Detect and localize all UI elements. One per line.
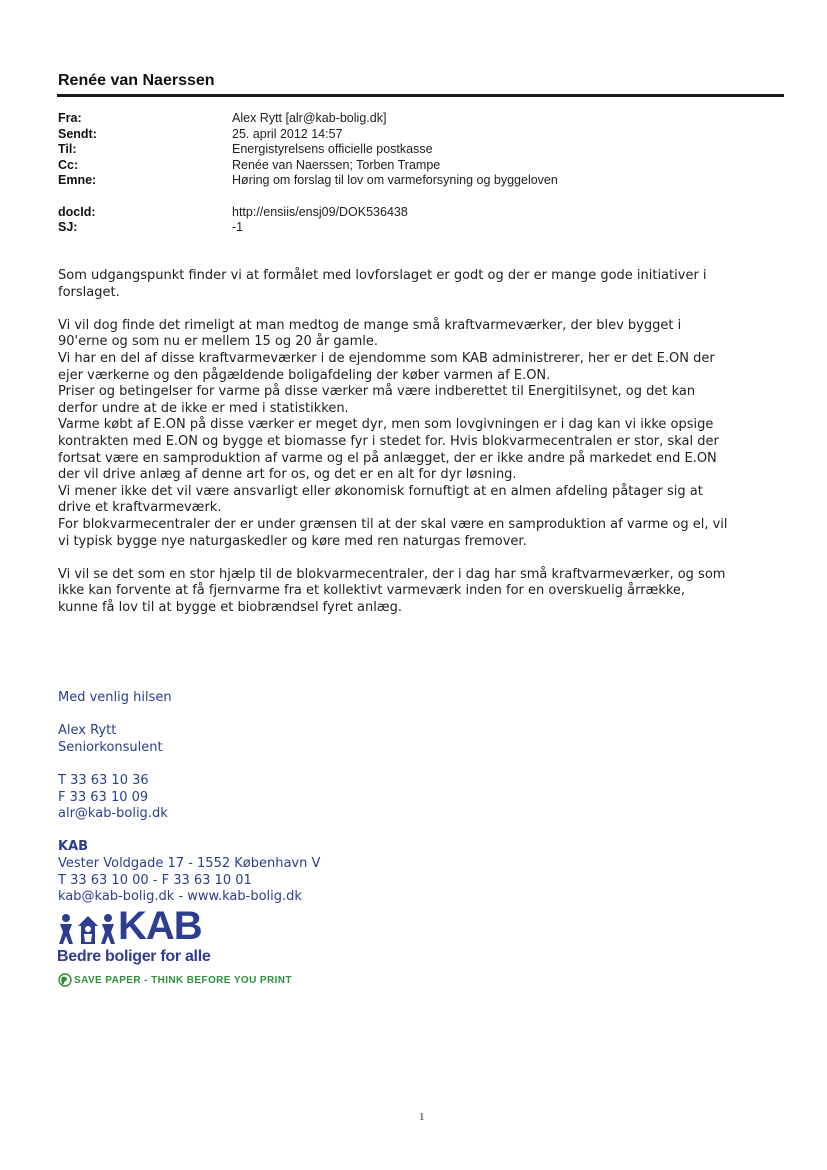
meta-row-sj xyxy=(58,220,558,236)
body-line: fortsat være en samproduktion af varme og el på anlægget, der er ikke andre på markedet end E.ON xyxy=(58,450,717,466)
body-line: 90'erne og som nu er mellem 15 og 20 år gamle. xyxy=(58,334,378,350)
signature-phone: T 33 63 10 36 xyxy=(58,772,149,788)
body-line: Vi vil dog finde det rimeligt at man medtog de mange små kraftvarmeværker, der blev bygget i xyxy=(58,317,682,333)
header-value-sent: 25. april 2012 14:57 xyxy=(232,126,343,141)
signature-greeting: Med venlig hilsen xyxy=(58,690,172,705)
signature-org-contact-links[interactable]: kab@kab-bolig.dk - www.kab-bolig.dk xyxy=(58,889,302,905)
body-line: ejer værkerne og den pågældende boligafdeling der køber varmen af E.ON. xyxy=(58,367,551,383)
body-line: kunne få lov til at bygge et biobrændsel fyret anlæg. xyxy=(58,599,402,615)
save-paper-notice xyxy=(58,973,292,987)
body-line: vi typisk bygge nye naturgaskedler og køre med ren naturgas fremover. xyxy=(58,533,527,549)
header-value-subject: Høring om forslag til lov om varmeforsyning og byggeloven xyxy=(232,173,558,187)
header-row-subject xyxy=(58,173,558,189)
logo-tagline: Bedre boliger for alle xyxy=(57,948,211,965)
signature-fax: F 33 63 10 09 xyxy=(58,789,149,805)
body-paragraph-3 xyxy=(58,567,788,617)
kab-logo xyxy=(56,904,226,970)
email-body xyxy=(58,268,788,633)
page-number: 1 xyxy=(419,1111,425,1123)
body-line: Vi vil se det som en stor hjælp til de blokvarmecentraler, der i dag har små kraftvarmeværker, og som xyxy=(58,566,726,582)
meta-row-docid xyxy=(58,205,558,221)
body-line: Som udgangspunkt finder vi at formålet med lovforslaget er godt og der er mange gode initiativer i xyxy=(58,268,707,283)
header-row-sent xyxy=(58,127,558,143)
header-label: Cc: xyxy=(58,157,79,172)
logo-wordmark: KAB xyxy=(118,904,202,948)
signature-org-phone-fax: T 33 63 10 00 - F 33 63 10 01 xyxy=(58,872,252,888)
header-value-cc: Renée van Naerssen; Torben Trampe xyxy=(232,157,441,172)
header-row-from xyxy=(58,111,558,127)
header-label: Emne: xyxy=(58,173,97,187)
body-line: Vi mener ikke det vil være ansvarligt eller økonomisk fornuftigt at en almen afdeling påtager sig at xyxy=(58,483,703,499)
signature-name: Alex Rytt xyxy=(58,723,117,739)
email-headers xyxy=(58,111,558,236)
body-line: der vil drive anlæg af denne art for os, og det er en alt for dyr løsning. xyxy=(58,467,517,483)
header-divider xyxy=(57,94,784,97)
signature-address: Vester Voldgade 17 - 1552 København V xyxy=(58,855,321,871)
body-line: derfor undre at de ikke er med i statistikken. xyxy=(58,400,349,416)
body-line: Vi har en del af disse kraftvarmeværker i de ejendomme som KAB administrerer, her er det E.ON der xyxy=(58,350,715,366)
header-row-to xyxy=(58,142,558,158)
save-paper-text: SAVE PAPER - THINK BEFORE YOU PRINT xyxy=(74,974,292,986)
sender-name: Renée van Naerssen xyxy=(58,72,215,89)
body-line: ikke kan forvente at få fjernvarme fra et kollektivt varmeværk inden for en overskuelig årrække, xyxy=(58,583,686,599)
body-line: Varme købt af E.ON på disse værker er meget dyr, men som lovgivningen er i dag kan vi ikke opsige xyxy=(58,417,714,433)
signature-org: KAB xyxy=(58,839,89,855)
meta-value-docid: http://ensiis/ensj09/DOK536438 xyxy=(232,204,408,219)
signature-email-link[interactable]: alr@kab-bolig.dk xyxy=(58,806,168,822)
body-paragraph-1 xyxy=(58,268,788,301)
header-label: Til: xyxy=(58,142,77,156)
header-label: Sendt: xyxy=(58,126,97,141)
body-line: kontrakten med E.ON og bygge et biomasse fyr i stedet for. Hvis blokvarmecentralen er stor, skal der xyxy=(58,433,719,449)
people-house-icon xyxy=(58,912,118,946)
body-line: forslaget. xyxy=(58,284,120,300)
header-row-cc xyxy=(58,158,558,174)
signature xyxy=(58,690,320,906)
meta-label: docId: xyxy=(58,204,96,219)
body-paragraph-2 xyxy=(58,318,788,550)
signature-title: Seniorkonsulent xyxy=(58,739,163,755)
body-line: drive et kraftvarmeværk. xyxy=(58,500,222,516)
globe-leaf-icon xyxy=(58,973,72,987)
meta-value-sj: -1 xyxy=(232,220,244,234)
header-value-to: Energistyrelsens officielle postkasse xyxy=(232,142,433,156)
body-line: Priser og betingelser for varme på disse værker må være indberettet til Energitilsynet, og det kan xyxy=(58,384,696,400)
header-label: Fra: xyxy=(58,111,82,125)
body-line: For blokvarmecentraler der er under grænsen til at der skal være en samproduktion af varme og el, vil xyxy=(58,516,728,532)
header-value-from: Alex Rytt [alr@kab-bolig.dk] xyxy=(232,111,387,125)
meta-label: SJ: xyxy=(58,220,78,234)
